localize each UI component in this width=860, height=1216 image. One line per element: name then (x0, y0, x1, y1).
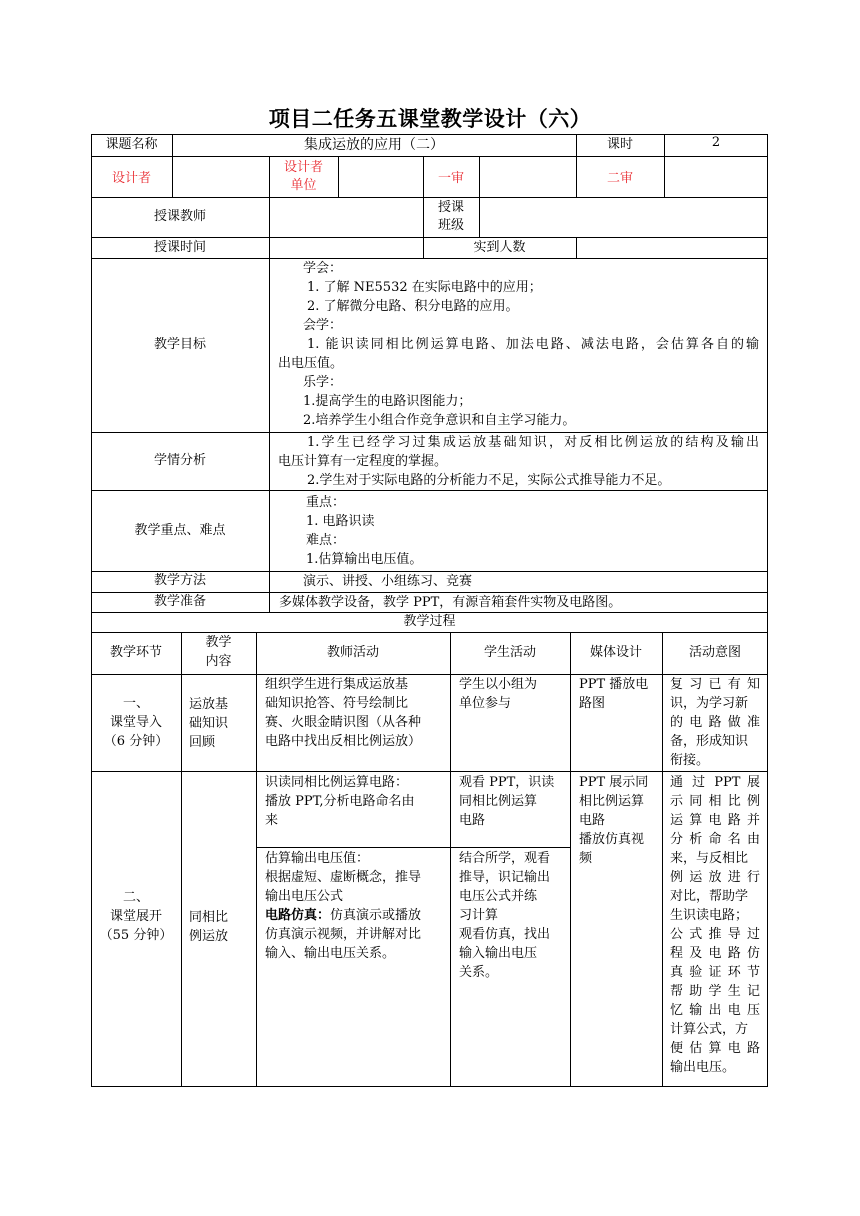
row1-student-1: 学生以小组为 (459, 677, 538, 692)
analysis-label: 学情分析 (153, 453, 206, 468)
row2-teacher-b3: 输出电压公式 (265, 889, 344, 904)
row2-intent-3: 运 算 电 路 并 (670, 813, 760, 828)
attendance-label: 实到人数 (473, 240, 526, 255)
row1-teacher-2: 础知识抢答、符号绘制比 (265, 696, 409, 711)
analysis-line-1b: 电压计算有一定程度的掌握。 (278, 454, 448, 469)
objectives-able-head: 会学： (303, 318, 343, 333)
process-header-student: 学生活动 (483, 645, 536, 660)
process-header-content-1: 教学 (205, 635, 232, 650)
course-value: 集成运放的应用（二） (304, 137, 444, 153)
row2-student-b6: 输入输出电压 (459, 946, 538, 961)
keypoints-key-head: 重点： (306, 495, 346, 510)
row2-student-b3: 电压公式并练 (459, 889, 538, 904)
row1-content-1: 运放基 (189, 697, 229, 712)
row2-intent-8: 生识读电路； (670, 908, 749, 923)
designer-unit-label-2: 单位 (290, 178, 317, 193)
row2-intent-7: 对比，帮助学 (670, 889, 749, 904)
row2-intent-2: 示 同 相 比 例 (670, 794, 760, 809)
row2-teacher-b2: 根据虚短、虚断概念，推导 (265, 870, 422, 885)
row2-intent-11: 真 验 证 环 节 (670, 965, 760, 980)
row2-teacher-a2: 播放 PPT,分析电路命名由 (265, 794, 415, 809)
objectives-learn-1: 1. 了解 NE5532 在实际电路中的应用； (307, 280, 542, 295)
analysis-line-2: 2.学生对于实际电路的分析能力不足，实际公式推导能力不足。 (307, 473, 671, 488)
keypoints-key-1: 1. 电路识读 (306, 514, 375, 529)
row2-media-2: 相比例运算 (579, 794, 645, 809)
class-label-1: 授课 (437, 200, 464, 215)
process-header-intent: 活动意图 (688, 645, 741, 660)
keypoints-diff-1: 1.估算输出电压值。 (306, 552, 423, 567)
row1-intent-3: 的 电 路 做 准 (670, 715, 760, 730)
process-title: 教学过程 (403, 614, 456, 629)
analysis-line-1a: 1.学生已经学习过集成运放基础知识，对反相比例运放的结构及输出 (307, 435, 759, 450)
class-label-2: 班级 (437, 218, 464, 233)
row1-teacher-3: 赛、火眼金睛识图（从各种 (265, 715, 422, 730)
row2-media-5: 频 (579, 851, 593, 866)
time-label: 授课时间 (153, 240, 206, 255)
row2-intent-14: 计算公式，方 (670, 1022, 749, 1037)
row2-stage-2: 课堂展开 (109, 909, 162, 924)
row2-student-b1: 结合所学，观看 (459, 851, 551, 866)
row1-content-3: 回顾 (189, 735, 216, 750)
row2-intent-13: 忆 输 出 电 压 (670, 1003, 760, 1018)
row1-intent-5: 衔接。 (670, 753, 710, 768)
row2-student-a3: 电路 (459, 813, 486, 828)
row2-student-a1: 观看 PPT，识读 (459, 775, 555, 790)
keypoints-label: 教学重点、难点 (134, 523, 226, 538)
row2-content-1: 同相比 (189, 910, 229, 925)
row2-teacher-b1: 估算输出电压值： (265, 851, 370, 866)
row2-teacher-a1: 识读同相比例运算电路： (265, 775, 409, 790)
row2-student-b2: 推导，识记输出 (459, 870, 551, 885)
row2-media-4: 播放仿真视 (579, 832, 645, 847)
row2-student-b7: 关系。 (459, 965, 499, 980)
prep-label: 教学准备 (153, 594, 206, 609)
row1-stage-3: （6 分钟） (103, 734, 169, 749)
designer-label: 设计者 (111, 171, 151, 186)
row2-stage-1: 二、 (122, 890, 149, 905)
row2-intent-5: 来，与反相比 (670, 851, 749, 866)
row1-content-2: 础知识 (189, 716, 229, 731)
objectives-able-1b: 出电压值。 (278, 356, 344, 371)
row2-student-b4: 习计算 (459, 908, 499, 923)
objectives-able-1a: 1. 能识读同相比例运算电路、加法电路、减法电路，会估算各自的输 (307, 337, 759, 352)
designer-unit-label-1: 设计者 (283, 160, 323, 175)
row1-teacher-4: 电路中找出反相比例运放） (265, 734, 422, 749)
objectives-learn-2: 2. 了解微分电路、积分电路的应用。 (307, 299, 519, 314)
row1-intent-1: 复 习 已 有 知 (670, 677, 760, 692)
course-label: 课题名称 (105, 137, 158, 152)
row2-intent-4: 分 析 命 名 由 (670, 832, 760, 847)
row2-intent-12: 帮 助 学 生 记 (670, 984, 760, 999)
row1-intent-4: 备，形成知识 (670, 734, 749, 749)
page-title: 项目二任务五课堂教学设计（六） (268, 107, 592, 131)
row2-teacher-b6: 输入、输出电压关系。 (265, 946, 396, 961)
row1-stage-1: 一、 (122, 696, 149, 711)
hours-value: 2 (711, 135, 721, 150)
row2-intent-9: 公 式 推 导 过 (670, 927, 760, 942)
row2-teacher-b4-bold: 电路仿真： (265, 908, 331, 923)
prep-value: 多媒体教学设备，教学 PPT，有源音箱套件实物及电路图。 (279, 595, 622, 610)
methods-value: 演示、讲授、小组练习、竞赛 (303, 574, 473, 589)
hours-label: 课时 (606, 137, 633, 152)
row2-intent-10: 程 及 电 路 仿 (670, 946, 760, 961)
row1-stage-2: 课堂导入 (109, 715, 162, 730)
row2-teacher-b4-rest: 仿真演示或播放 (330, 908, 422, 923)
row2-teacher-b5: 仿真演示视频，并讲解对比 (265, 927, 422, 942)
objectives-enjoy-1: 1.提高学生的电路识图能力； (303, 394, 472, 409)
row2-media-3: 电路 (579, 813, 606, 828)
methods-label: 教学方法 (153, 573, 206, 588)
row2-student-b5: 观看仿真，找出 (459, 927, 551, 942)
row2-intent-6: 例 运 放 进 行 (670, 870, 760, 885)
row2-intent-15: 便 估 算 电 路 (670, 1041, 760, 1056)
row2-intent-16: 输出电压。 (670, 1060, 736, 1075)
row2-teacher-b4 (265, 906, 421, 925)
teacher-label: 授课教师 (153, 209, 206, 224)
row1-media-2: 路图 (579, 696, 606, 711)
row1-intent-2: 识，为学习新 (670, 696, 749, 711)
row2-media-1: PPT 展示同 (579, 775, 649, 790)
objectives-enjoy-2: 2.培养学生小组合作竞争意识和自主学习能力。 (303, 413, 576, 428)
objectives-label: 教学目标 (153, 337, 206, 352)
row2-content-2: 例运放 (189, 929, 229, 944)
process-header-stage: 教学环节 (109, 645, 162, 660)
row2-stage-3: （55 分钟） (99, 928, 173, 943)
process-header-media: 媒体设计 (589, 645, 642, 660)
keypoints-diff-head: 难点： (306, 533, 346, 548)
row1-student-2: 单位参与 (459, 696, 512, 711)
row2-student-a2: 同相比例运算 (459, 794, 538, 809)
review2-label: 二审 (606, 171, 633, 186)
row2-intent-1: 通 过 PPT 展 (670, 775, 760, 790)
row2-teacher-a3: 来 (265, 813, 279, 828)
row1-media-1: PPT 播放电 (579, 677, 649, 692)
review1-label: 一审 (437, 171, 464, 186)
row1-teacher-1: 组织学生进行集成运放基 (265, 677, 409, 692)
process-header-content-2: 内容 (205, 654, 232, 669)
objectives-learn-head: 学会： (303, 261, 343, 276)
objectives-enjoy-head: 乐学： (303, 375, 343, 390)
process-header-teacher: 教师活动 (326, 645, 379, 660)
